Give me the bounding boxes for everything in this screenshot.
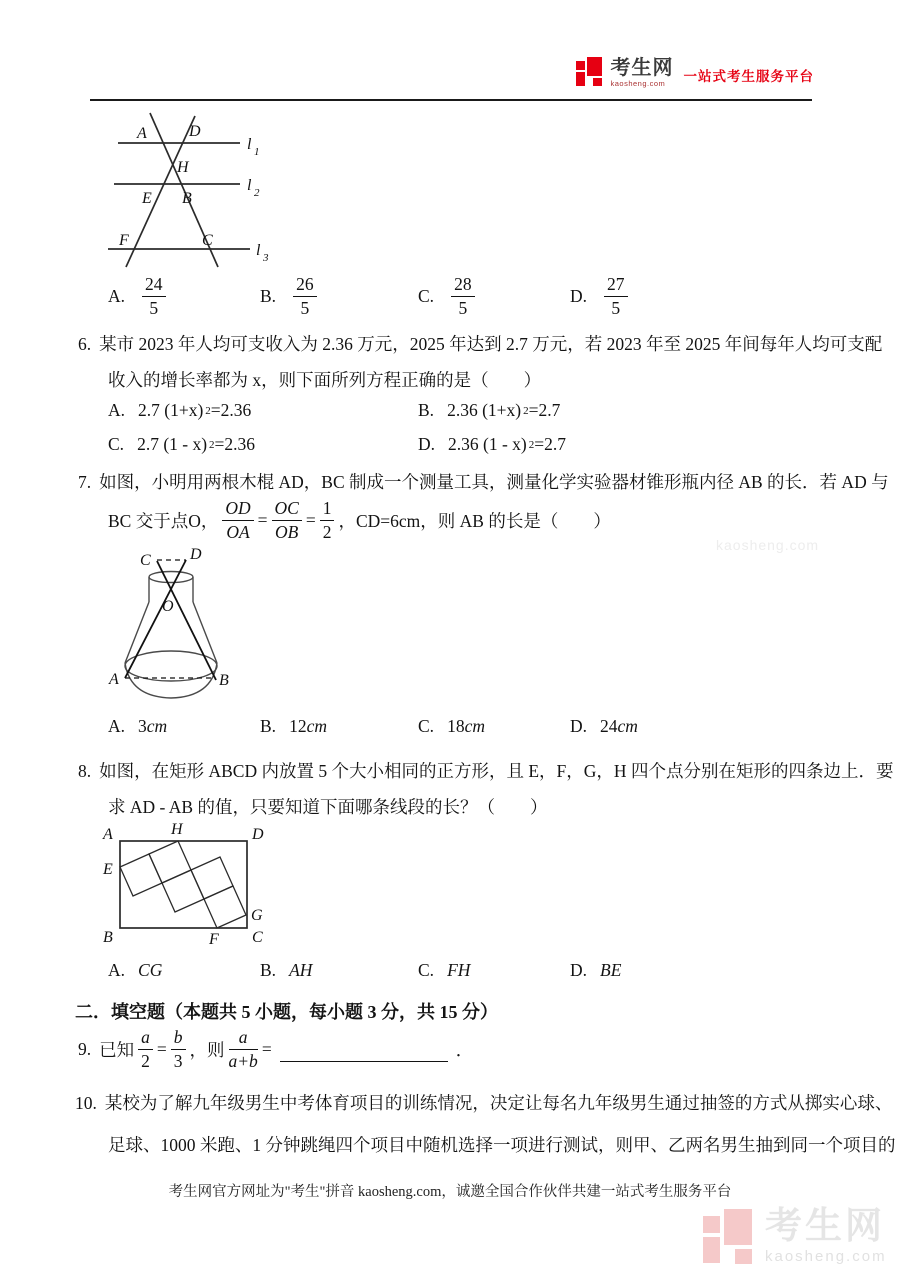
point-label-A: A — [103, 826, 113, 843]
point-label-F: F — [119, 232, 129, 249]
watermark-name: 考生网 — [765, 1205, 885, 1246]
q8-option-b: B. AH — [260, 960, 313, 980]
fraction-OD-OA: $\frac{OD}{OA}$ — [222, 499, 253, 541]
q5-option-a: A. $\frac{24}{5}$ — [108, 274, 260, 318]
answer-blank — [280, 1061, 448, 1062]
rectangle-squares-figure — [95, 820, 285, 952]
point-label-E: E — [142, 190, 152, 207]
q7-option-b: B. 12 cm — [260, 716, 327, 736]
logo-name: 考生网 — [610, 56, 674, 79]
q8-option-c: C. FH — [418, 960, 471, 980]
q6-option-b: B. 2.36 (1+x) 2 =2.7 — [418, 400, 561, 420]
svg-text:3: 3 — [263, 252, 269, 264]
q7-line1: 7. 如图，小明用两根木棍 AD，BC 制成一个测量工具，测量化学实验器材锥形瓶内径 AB 的长．若 AD 与 — [78, 472, 889, 492]
fraction: $\frac{28}{5}$ — [451, 275, 475, 317]
point-label-H: H — [177, 159, 189, 176]
q10-line2: 足球、1000 米跑、1 分钟跳绳四个项目中随机选择一项进行测试，则甲、乙两名男生抽到同一个项目的 — [108, 1135, 896, 1155]
point-label-B: B — [182, 190, 192, 207]
section2-heading: 二．填空题（本题共 5 小题，每小题 3 分，共 15 分） — [75, 1002, 498, 1022]
svg-text:1: 1 — [254, 146, 260, 158]
q6-options-row2 — [108, 434, 758, 455]
footer-text: 考生网官方网址为"考生"拼音 kaosheng.com，诚邀全国合作伙伴共建一站式考生服务平台 — [168, 1184, 732, 1200]
kaosheng-logo-icon — [576, 56, 604, 87]
point-label-D: D — [189, 123, 201, 140]
point-label-A: A — [109, 671, 119, 688]
q8-options — [108, 960, 758, 981]
q7-option-c: C. 18 cm — [418, 716, 485, 736]
q8-option-a: A. CG — [108, 960, 163, 980]
q7-option-a: A. 3 cm — [108, 716, 168, 736]
point-label-B: B — [219, 672, 229, 689]
point-label-D: D — [252, 826, 264, 843]
q10-number: 10. — [75, 1093, 97, 1113]
point-label-D: D — [190, 546, 202, 563]
q7-line2: BC 交于点O， $\frac{OD}{OA}$ = $\frac{OC}{OB}$ = $\frac{1}{2}$ ，CD=6cm，则 AB 的长是（ ） — [108, 498, 611, 542]
point-label-F: F — [209, 931, 219, 948]
q6-options-row1 — [108, 400, 758, 421]
point-label-B: B — [103, 929, 113, 946]
side-watermark: kaosheng.com — [716, 537, 820, 553]
q8-number: 8. — [78, 761, 92, 781]
q9-number: 9. — [78, 1038, 92, 1059]
q6-option-d: D. 2.36 (1 - x) 2 =2.7 — [418, 434, 566, 454]
svg-text:2: 2 — [254, 187, 260, 199]
q10-line1: 10. 某校为了解九年级男生中考体育项目的训练情况，决定让每名九年级男生通过抽签的方式从掷实心球、 — [75, 1093, 893, 1113]
q5-option-c: C. $\frac{28}{5}$ — [418, 274, 570, 318]
fraction: $\frac{26}{5}$ — [293, 275, 317, 317]
fraction-a-ab: $\frac{a}{a+b}$ — [228, 1027, 258, 1071]
logo-tagline: 一站式考生服务平台 — [683, 69, 814, 84]
line-label-l1: l — [247, 136, 252, 153]
point-label-O: O — [162, 598, 174, 615]
kaosheng-watermark — [703, 1207, 887, 1265]
q9-line: 9. 已知 $\frac{a}{2}$ = $\frac{b}{3}$ ，则 $\frac{a}{a+b}$ = ． — [78, 1027, 474, 1071]
fraction: $\frac{24}{5}$ — [142, 275, 166, 317]
parallel-lines-figure — [90, 105, 390, 275]
q6-number: 6. — [78, 334, 92, 354]
logo-text — [611, 58, 674, 88]
fraction-OC-OB: $\frac{OC}{OB}$ — [272, 499, 302, 541]
watermark-domain: kaosheng.com — [765, 1248, 887, 1265]
point-label-H: H — [171, 821, 183, 838]
fraction-a-2: $\frac{a}{2}$ — [138, 1028, 153, 1070]
point-label-E: E — [103, 861, 113, 878]
kaosheng-logo — [576, 56, 815, 87]
point-label-A: A — [137, 125, 147, 142]
point-label-C: C — [202, 232, 213, 249]
fraction-1-2: $\frac{1}{2}$ — [320, 499, 335, 541]
q7-options — [108, 716, 758, 737]
q8-option-d: D. BE — [570, 960, 622, 980]
q5-option-b: B. $\frac{26}{5}$ — [260, 274, 418, 318]
q7-option-d: D. 24 cm — [570, 716, 638, 736]
q8-line1: 8. 如图，在矩形 ABCD 内放置 5 个大小相同的正方形，且 E，F，G，H 四个点分别在矩形的四条边上．要 — [78, 761, 894, 781]
q5-option-d: D. $\frac{27}{5}$ — [570, 274, 758, 318]
logo-domain: kaosheng.com — [610, 78, 666, 88]
point-label-G: G — [251, 907, 263, 924]
point-label-C: C — [252, 929, 263, 946]
flask-figure — [100, 545, 280, 705]
point-label-C: C — [140, 552, 151, 569]
line-label-l2: l — [247, 177, 252, 194]
q6-line2: 收入的增长率都为 x，则下面所列方程正确的是（ ） — [108, 370, 542, 390]
fraction: $\frac{27}{5}$ — [604, 275, 628, 317]
fraction-b-3: $\frac{b}{3}$ — [171, 1028, 186, 1070]
q7-number: 7. — [78, 472, 92, 492]
line-label-l3: l — [256, 242, 261, 259]
q6-line1: 6. 某市 2023 年人均可支收入为 2.36 万元，2025 年达到 2.7 万元，若 2023 年至 2025 年间每年人均可支配 — [78, 334, 883, 354]
watermark-logo-icon — [703, 1207, 755, 1265]
q6-option-a: A. 2.7 (1+x) 2 =2.36 — [108, 400, 252, 420]
header-rule — [90, 99, 812, 101]
q5-options — [108, 274, 758, 318]
q6-option-c: C. 2.7 (1 - x) 2 =2.36 — [108, 434, 256, 454]
q8-line2: 求 AD - AB 的值，只要知道下面哪条线段的长？（ ） — [108, 797, 548, 817]
